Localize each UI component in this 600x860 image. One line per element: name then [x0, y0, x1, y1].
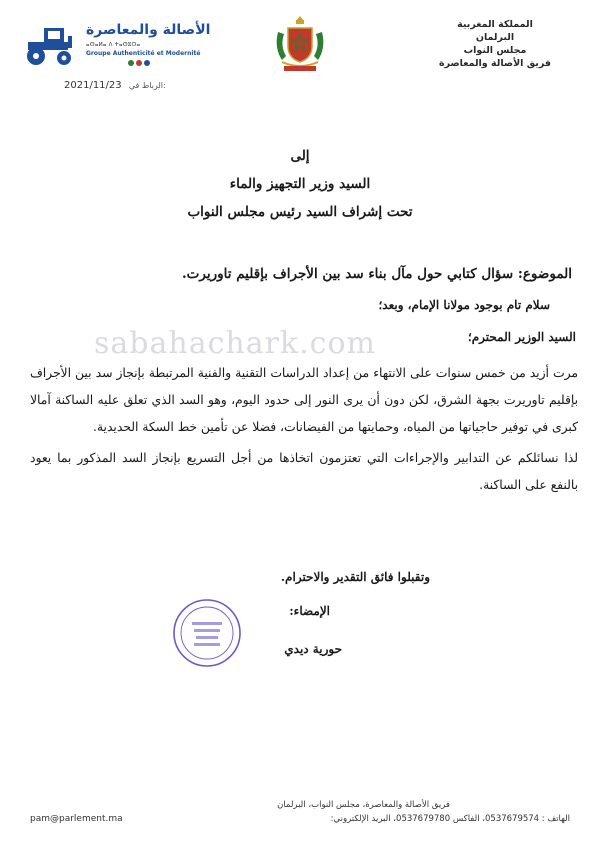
body-paragraph-1: مرت أزيد من خمس سنوات على الانتهاء من إعداد الدراسات التقنية والفنية المرتبطة بإنجاز سد بين الأجراف بإقليم تاوريرت بجهة الشرق، لكن دون أن يرى النور إلى حدود اليوم، وهو السد الذي تعلق عليه الساكنة آمالا كبرى في توفير حاجياتها من المياه، وحمايتها من الفيضانات، فضلا عن تأمين خط السكة الحديدية. — [30, 366, 578, 434]
date-value: 2021/11/23 — [64, 80, 122, 91]
tractor-icon — [24, 22, 82, 68]
date-label: الرباط في: — [128, 81, 166, 90]
watermark-text: sabahachark.com — [94, 326, 376, 361]
addressee-supervision: تحت إشراف السيد رئيس مجلس النواب — [187, 204, 413, 220]
document-date — [64, 80, 166, 91]
footer-contact: الهاتف : 0537679574، الفاكس 0537679780، البريد الإلكتروني: — [330, 814, 570, 824]
logo-dot-red — [136, 60, 142, 66]
letter-closing: وتقبلوا فائق التقدير والاحترام. — [280, 570, 430, 584]
signatory-name: حورية ديدي — [284, 642, 342, 656]
letter-salutation: السيد الوزير المحترم؛ — [467, 330, 576, 344]
official-stamp-icon — [172, 598, 242, 668]
footer-email-link[interactable]: pam@parlement.ma — [30, 814, 123, 824]
header-line-kingdom: المملكة المغربية — [457, 19, 533, 30]
institution-header — [420, 18, 570, 70]
letter-subject: الموضوع: سؤال كتابي حول مآل بناء سد بين الأجراف بإقليم تاوريرت. — [181, 266, 572, 282]
addressee-to: إلى — [290, 148, 310, 164]
logo-dot-blue — [144, 60, 150, 66]
letter-footer — [30, 798, 570, 826]
letter-body — [30, 360, 578, 499]
header-line-house: مجلس النواب — [463, 45, 527, 56]
footer-organization: فريق الأصالة والمعاصرة، مجلس النواب، البرلمان — [277, 800, 450, 810]
signature-label: الإمضاء: — [289, 604, 330, 618]
body-paragraph-2: لذا نسائلكم عن التدابير والإجراءات التي تعتزمون اتخاذها من أجل التسريع بإنجاز السد المذكور بما يعود بالنفع على الساكنة. — [30, 451, 578, 492]
party-logo — [24, 20, 211, 72]
logo-dot-green — [128, 60, 134, 66]
header-line-parliament: البرلمان — [475, 32, 515, 43]
logo-french-name: Groupe Authenticité et Modernité — [86, 50, 201, 57]
addressee-block — [0, 142, 600, 226]
logo-arabic-name: الأصالة والمعاصرة — [86, 22, 211, 38]
letter-greeting: سلام تام بوجود مولانا الإمام، وبعد؛ — [378, 298, 550, 312]
royal-emblem-icon — [272, 14, 328, 74]
header-line-group: فريق الأصالة والمعاصرة — [438, 58, 551, 69]
addressee-minister: السيد وزير التجهيز والماء — [229, 176, 371, 192]
logo-tifinagh-name: ⴰⵙⴰⵍⴰ ⴷ ⵜⴰⵙⵓⵔⴰ — [86, 42, 141, 48]
